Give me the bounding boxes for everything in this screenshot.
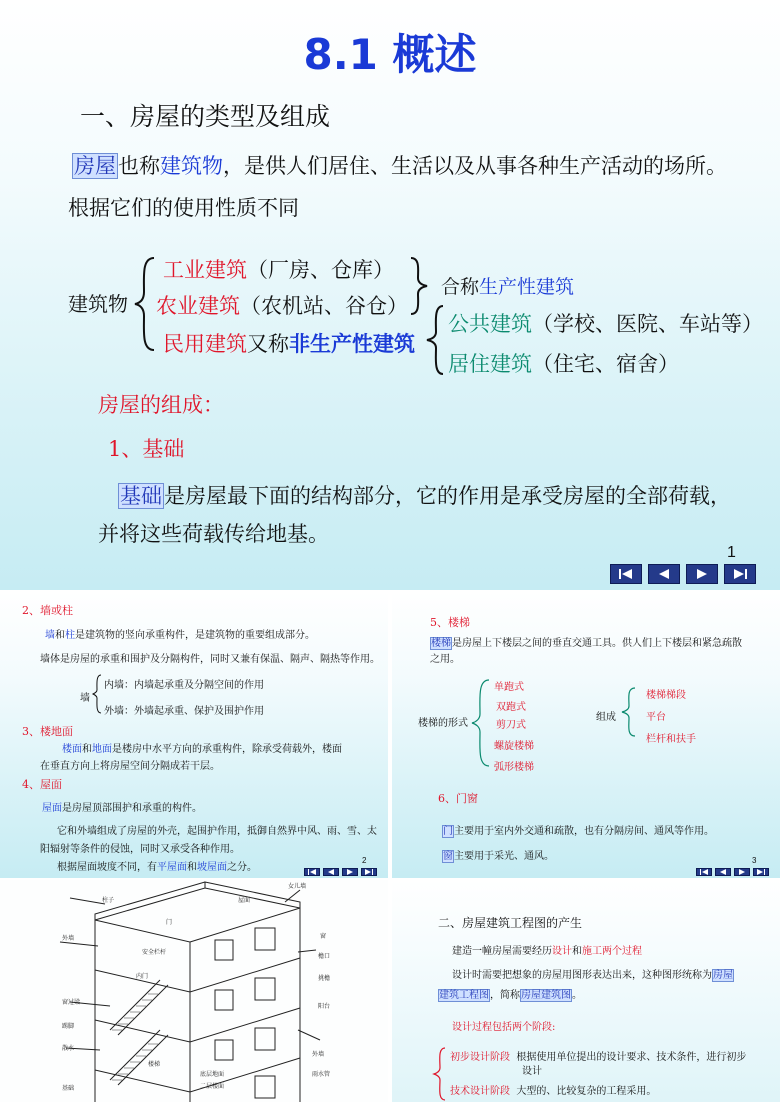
next-icon bbox=[693, 568, 711, 580]
label-lintel: 窗过梁 bbox=[62, 999, 81, 1006]
first-slide-button[interactable] bbox=[696, 868, 712, 876]
form-item: 螺旋楼梯 bbox=[494, 741, 534, 752]
civil-public: 公共建筑（学校、医院、车站等） bbox=[448, 312, 763, 336]
prev-icon bbox=[718, 869, 728, 875]
left-brace-civil bbox=[424, 304, 446, 376]
roof-line-4: 根据屋面坡度不同，有平屋面和坡屋面之分。 bbox=[57, 862, 257, 873]
design-line-2: 设计时需要把想象的房屋用图形表达出来，这种图形统称为房屋 bbox=[452, 970, 733, 981]
stages-title: 设计过程包括两个阶段: bbox=[452, 1022, 556, 1033]
design-line-3: 建筑工程图，简称房屋建筑图。 bbox=[439, 990, 582, 1001]
label-apron: 散水 bbox=[62, 1045, 75, 1052]
forms-brace bbox=[470, 678, 490, 768]
drawing-labels bbox=[62, 882, 330, 1092]
foundation-heading: 1、基础 bbox=[108, 437, 185, 461]
intro-line: 房屋也称建筑物，是供人们居住、生活以及从事各种生产活动的场所。 bbox=[74, 154, 727, 178]
term-foundation: 基础 bbox=[120, 484, 162, 508]
last-slide-button[interactable] bbox=[361, 868, 377, 876]
foundation-line-2: 并将这些荷载传给地基。 bbox=[98, 522, 329, 546]
form-item: 弧形楼梯 bbox=[494, 762, 534, 773]
comp-item: 楼梯梯段 bbox=[646, 690, 686, 701]
prev-slide-button[interactable] bbox=[715, 868, 731, 876]
roof-line-1: 屋面是房屋顶部围护和承重的构件。 bbox=[42, 803, 202, 814]
slide-nav bbox=[304, 868, 377, 876]
first-icon bbox=[699, 869, 709, 875]
design-line-1: 建造一幢房屋需要经历设计和施工两个过程 bbox=[452, 946, 642, 957]
slide-2 bbox=[0, 592, 388, 878]
prev-slide-button[interactable] bbox=[648, 564, 680, 584]
next-slide-button[interactable] bbox=[734, 868, 750, 876]
page-number: 2 bbox=[362, 856, 367, 865]
last-icon bbox=[731, 568, 749, 580]
prev-icon bbox=[326, 869, 336, 875]
civil-residential: 居住建筑（住宅、宿舍） bbox=[448, 352, 679, 376]
stairs-forms-label: 楼梯的形式 bbox=[418, 718, 468, 729]
foundation-line-1: 基础是房屋最下面的结构部分，它的作用是承受房屋的全部荷载， bbox=[120, 484, 731, 508]
form-item: 单跑式 bbox=[494, 682, 524, 693]
wall-line-1: 墙和柱是建筑物的竖向承重构件，是建筑物的重要组成部分。 bbox=[45, 630, 315, 641]
stairs-comp-label: 组成 bbox=[596, 712, 616, 723]
label-exterior-wall: 外墙 bbox=[62, 935, 75, 942]
type-civil: 民用建筑又称非生产性建筑 bbox=[163, 332, 415, 356]
label-column: 柱子 bbox=[102, 897, 115, 904]
next-icon bbox=[737, 869, 747, 875]
roof-line-2: 它和外墙组成了房屋的外壳，起围护作用，抵御自然界中风、雨、雪、太 bbox=[57, 826, 377, 837]
slide-title: 8.1 概述 bbox=[303, 30, 477, 79]
label-door: 门 bbox=[166, 919, 173, 926]
stage-2: 技术设计阶段 大型的、比较复杂的工程采用。 bbox=[450, 1086, 657, 1097]
label-ground-floor: 底层地面 bbox=[200, 1071, 225, 1078]
wall-inner: 内墙：内墙起承重及分隔空间的作用 bbox=[104, 680, 264, 691]
roof-line-3: 阳辐射等条件的侵蚀，同时又承受各种作用。 bbox=[40, 844, 240, 855]
wall-title: 2、墙或柱 bbox=[22, 604, 73, 617]
label-foundation: 基础 bbox=[62, 1085, 75, 1092]
productive-label: 合称生产性建筑 bbox=[441, 276, 575, 298]
wall-label: 墙 bbox=[80, 693, 90, 704]
slide-4 bbox=[0, 880, 388, 1102]
form-item: 剪刀式 bbox=[496, 720, 526, 731]
page-number: 1 bbox=[727, 544, 736, 561]
first-icon bbox=[307, 869, 317, 875]
stairs-line-1: 楼梯是房屋上下楼层之间的垂直交通工具。供人们上下楼层和紧急疏散 bbox=[431, 638, 742, 649]
last-slide-button[interactable] bbox=[724, 564, 756, 584]
door-line: 门主要用于室内外交通和疏散，也有分隔房间、通风等作用。 bbox=[443, 826, 714, 837]
section-heading: 一、房屋的类型及组成 bbox=[80, 102, 331, 131]
next-slide-button[interactable] bbox=[342, 868, 358, 876]
type-industrial: 工业建筑（厂房、仓库） bbox=[163, 258, 394, 282]
wall-line-2: 墙体是房屋的承重和围护及分隔构件，同时又兼有保温、隔声、隔热等作用。 bbox=[40, 654, 380, 665]
label-stairs: 楼梯 bbox=[148, 1061, 161, 1068]
window-line: 窗主要用于采光、通风。 bbox=[443, 851, 554, 862]
first-icon bbox=[617, 568, 635, 580]
comp-item: 平台 bbox=[646, 712, 666, 723]
drawing-heading: 二、房屋建筑工程图的产生 bbox=[438, 916, 583, 930]
next-slide-button[interactable] bbox=[686, 564, 718, 584]
stairs-line-2: 之用。 bbox=[430, 654, 460, 665]
floor-title: 3、楼地面 bbox=[22, 725, 73, 738]
label-second-floor: 二层楼面 bbox=[200, 1083, 225, 1090]
stage-1: 初步设计阶段 根据使用单位提出的设计要求、技术条件，进行初步 bbox=[450, 1052, 747, 1063]
label-railing: 安全栏杆 bbox=[142, 949, 167, 956]
stairs-title: 5、楼梯 bbox=[430, 616, 470, 629]
label-parapet: 女儿墙 bbox=[288, 883, 307, 890]
last-icon bbox=[364, 869, 374, 875]
label-downpipe: 雨水管 bbox=[312, 1071, 331, 1078]
slide-3 bbox=[392, 592, 780, 878]
last-icon bbox=[756, 869, 766, 875]
type-agricultural: 农业建筑（农机站、谷仓） bbox=[156, 294, 408, 318]
floor-line-2: 在垂直方向上将房屋空间分隔成若干层。 bbox=[40, 761, 220, 772]
composition-title: 房屋的组成： bbox=[98, 393, 224, 417]
left-brace bbox=[132, 256, 158, 352]
first-slide-button[interactable] bbox=[610, 564, 642, 584]
stage-1-cont: 设计 bbox=[522, 1066, 542, 1077]
term-house: 房屋 bbox=[74, 154, 116, 178]
first-slide-button[interactable] bbox=[304, 868, 320, 876]
floor-line-1: 楼面和地面是楼房中水平方向的承重构件，除承受荷载外，楼面 bbox=[62, 744, 342, 755]
label-roof: 屋面 bbox=[238, 897, 251, 904]
last-slide-button[interactable] bbox=[753, 868, 769, 876]
building-cutaway-drawing bbox=[0, 880, 388, 1102]
doors-title: 6、门窗 bbox=[438, 792, 478, 805]
comp-item: 栏杆和扶手 bbox=[646, 734, 696, 745]
wall-outer: 外墙：外墙起承重、保护及围护作用 bbox=[104, 706, 264, 717]
label-overhang: 挑檐 bbox=[318, 975, 331, 982]
label-window: 窗 bbox=[320, 933, 327, 940]
root-label: 建筑物 bbox=[68, 292, 128, 316]
wall-brace bbox=[92, 674, 102, 714]
page-number: 3 bbox=[752, 856, 757, 865]
label-inner-door: 内门 bbox=[136, 973, 149, 980]
label-eave: 檐口 bbox=[318, 953, 331, 960]
comp-brace bbox=[620, 686, 636, 738]
prev-slide-button[interactable] bbox=[323, 868, 339, 876]
label-skirting: 踢脚 bbox=[62, 1023, 75, 1030]
form-item: 双跑式 bbox=[496, 702, 526, 713]
slide-nav bbox=[696, 868, 769, 876]
prev-icon bbox=[655, 568, 673, 580]
term-building: 建筑物 bbox=[160, 154, 223, 178]
label-exterior-wall-2: 外墙 bbox=[312, 1051, 325, 1058]
stages-brace bbox=[432, 1046, 446, 1102]
slide-nav bbox=[610, 564, 756, 584]
next-icon bbox=[345, 869, 355, 875]
intro-line-2: 根据它们的使用性质不同 bbox=[68, 196, 299, 220]
slide-5 bbox=[392, 880, 780, 1102]
label-balcony: 阳台 bbox=[318, 1003, 331, 1010]
roof-title: 4、屋面 bbox=[22, 778, 62, 791]
